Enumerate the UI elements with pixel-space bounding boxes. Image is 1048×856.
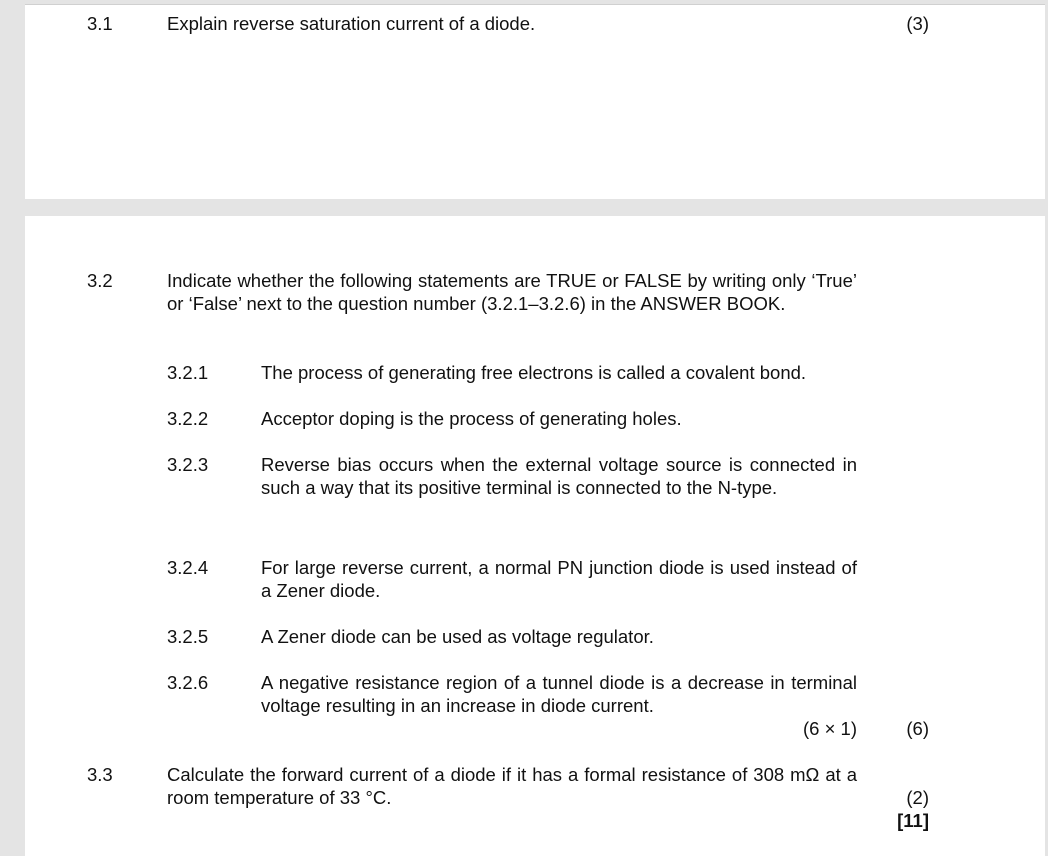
question-3-3-marks: (2) [906,787,929,808]
question-3-3-text: Calculate the forward current of a diode if it has a formal resistance of 308 mΩ at a room temperature of 33 °C. [167,764,857,808]
item-3-2-3-number: 3.2.3 [167,454,209,475]
item-3-2-6-number: 3.2.6 [167,672,209,693]
question-3-2-number: 3.2 [87,270,113,291]
item-3-2-2-number: 3.2.2 [167,408,209,429]
question-3-2-mark-formula: (6 × 1) [803,718,857,739]
question-3-1-number: 3.1 [87,13,113,34]
item-3-2-1-text: The process of generating free electrons is called a covalent bond. [261,362,807,383]
question-3-2-marks: (6) [906,718,929,739]
item-3-2-6-text: A negative resistance region of a tunnel diode is a decrease in terminal voltage resulting in an increase in diode current. [261,672,857,716]
item-3-2-5-text: A Zener diode can be used as voltage regulator. [261,626,654,647]
exam-page-2 [25,216,1045,856]
question-3-1-text: Explain reverse saturation current of a diode. [167,13,536,34]
exam-page-1 [25,4,1045,199]
question-3-total: [11] [897,810,929,831]
item-3-2-4-text: For large reverse current, a normal PN junction diode is used instead of a Zener diode. [261,557,857,601]
question-3-3-number: 3.3 [87,764,113,785]
item-3-2-1-number: 3.2.1 [167,362,209,383]
item-3-2-3-text: Reverse bias occurs when the external voltage source is connected in such a way that its positive terminal is connected to the N-type. [261,454,857,498]
item-3-2-5-number: 3.2.5 [167,626,209,647]
question-3-2-instruction: Indicate whether the following statements are TRUE or FALSE by writing only ‘True’ or ‘False’ next to the question number (3.2.1–3.2.6) in the ANSWER BOOK. [167,270,857,314]
item-3-2-2-text: Acceptor doping is the process of generating holes. [261,408,682,429]
item-3-2-4-number: 3.2.4 [167,557,209,578]
question-3-1-marks: (3) [906,13,929,34]
